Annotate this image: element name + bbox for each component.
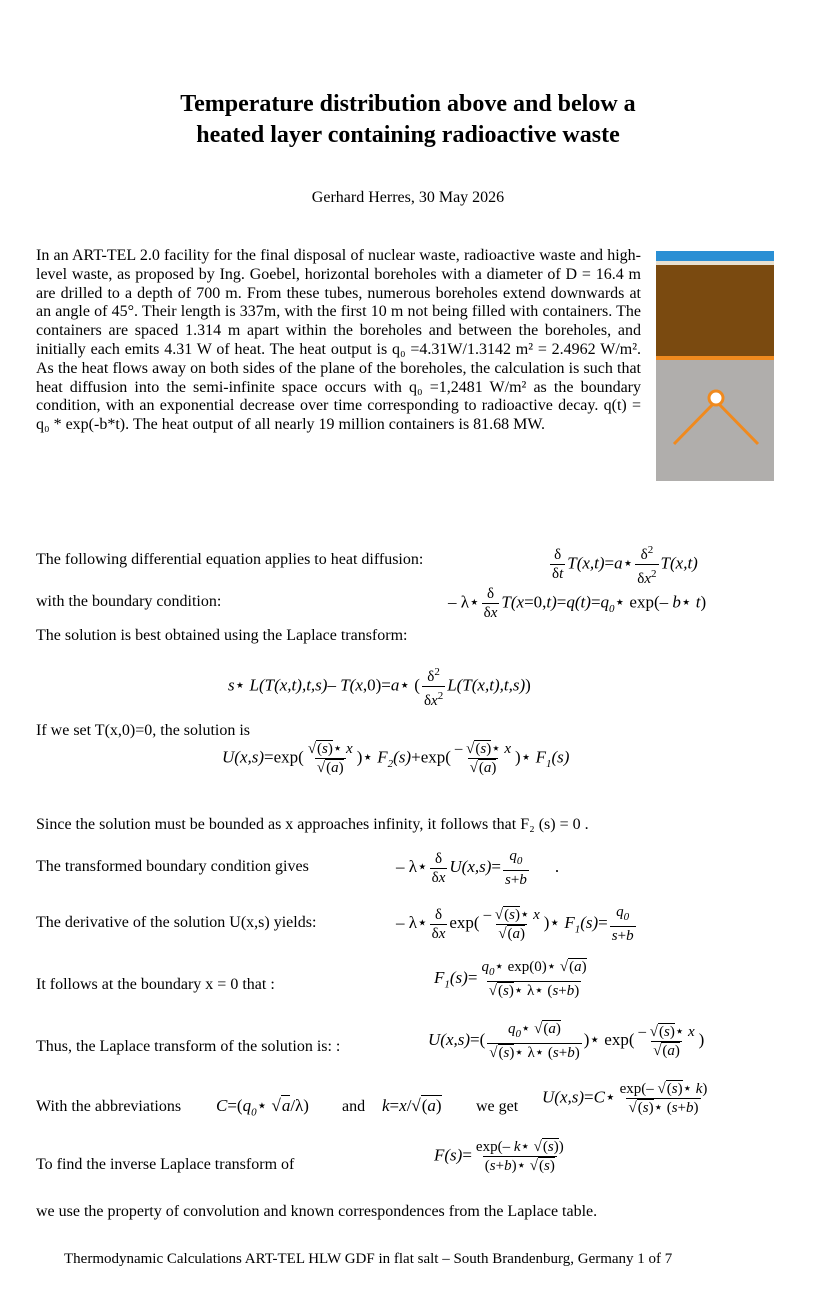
intro-paragraph: In an ART-TEL 2.0 facility for the final disposal of nuclear waste, radioactive waste and high-level waste, as proposed by Ing. Goebel, horizontal boreholes with a diameter of D = 16.4 m are drilled to a depth of 700 m. From these tubes, numerous boreholes extend downwards at an angle of 45°. Their length is 337m, with the first 10 m not being filled with containers. The containers are spaced 1.314 m apart within the boreholes and between the boreholes, and initially each emits 4.31 W of heat. The heat output is q₀ =4.31W/1.3142 m² = 2.4962 W/m². As the heat flows away on both sides of the plane of the boreholes, the calculation is such that heat diffusion into the semi-infinite space occurs with q₀ =1,2481 W/m² as the boundary condition, with an exponential decrease over time corresponding to radioactive decay. q(t) = q₀ * exp(-b*t). The heat output of all nearly 19 million containers is 81.68 MW.: [36, 247, 641, 434]
title-line-1: Temperature distribution above and below a: [180, 91, 636, 117]
equation-C: $C=(q_0⋆$ √a/λ): [216, 1096, 309, 1119]
equation-laplace-solution: U(x,s)=( $\frac{q_0⋆ √(a)}{√(s)⋆ \lambda⋆ (s+b)}$ )⋆ exp( $\frac{- √(s)⋆ x}{√(a)}$ ): [428, 1021, 705, 1061]
text-boundary-condition: with the boundary condition:: [36, 593, 222, 610]
text-solution-intro: If we set T(x,0)=0, the solution is: [36, 722, 251, 739]
horizontal-tube: [709, 391, 723, 405]
equation-laplace-transform: s⋆ L(T(x,t),t,s)– T(x,0)=a⋆ ( $\frac{\delta^2}{\delta x^2}$ L(T(x,t),t,s)): [228, 666, 531, 709]
text-derivative: The derivative of the solution U(x,s) yields:: [36, 914, 317, 931]
text-abbreviations: With the abbreviations: [36, 1098, 182, 1115]
text-inverse-laplace: To find the inverse Laplace transform of: [36, 1156, 295, 1173]
equation-boundary-condition: – λ⋆ $\frac{\delta}{\delta x}$ $T(x=0,t)=q(t)=q_0⋆$ exp(– b⋆ t): [448, 586, 707, 621]
document-title: [0, 89, 816, 151]
text-we-get: we get: [476, 1098, 519, 1115]
title-line-2: heated layer containing radioactive waste: [196, 122, 620, 148]
equation-F1: $F_1(s)=$ $\frac{q_0⋆ \exp(0)⋆ √(a)}{√(s)⋆ \lambda⋆ (s+b)}$: [434, 959, 587, 999]
equation-general-solution: U(x,s)=exp( $\frac{√(s)⋆ x}{√(a)}$ )⋆ $F_2(s)+\exp$( $\frac{- √(s)⋆ x}{√(a)}$ )⋆ $F_1(s)$: [222, 741, 570, 776]
surface-strip: [656, 261, 774, 265]
text-laplace-intro: The solution is best obtained using the Laplace transform:: [36, 627, 408, 644]
equation-derivative: – λ⋆ $\frac{\delta}{\delta x}$ exp( $\frac{- √(s)⋆ x}{√(a)}$ )⋆ $F_1(s)=$ $\frac{q_0}{s+b}$: [396, 904, 634, 944]
text-boundary-x0: It follows at the boundary x = 0 that :: [36, 976, 275, 993]
text-transformed-bc: The transformed boundary condition gives: [36, 858, 309, 875]
sky-layer: [656, 251, 774, 261]
page-footer: Thermodynamic Calculations ART-TEL HLW GDF in flat salt – South Brandenburg, Germany 1 of 7: [64, 1251, 673, 1267]
salt-layer: [656, 360, 774, 481]
text-convolution: we use the property of convolution and known correspondences from the Laplace table.: [36, 1203, 598, 1220]
orange-band: [656, 356, 774, 360]
text-diffusion-equation: The following differential equation applies to heat diffusion:: [36, 551, 424, 568]
equation-F-of-s: F(s)= $\frac{\exp(- k⋆ √(s))}{(s+b)⋆ √(s)}$: [434, 1139, 564, 1174]
text-bounded-solution: Since the solution must be bounded as x approaches infinity, it follows that F₂ (s) = 0 .: [36, 816, 589, 833]
equation-heat-diffusion: $\frac{\delta}{\delta t}$ T(x,t)=a⋆ $\frac{\delta^2}{\delta x^2}$ T(x,t): [552, 544, 698, 587]
equation-k: k=x/√(a): [382, 1096, 442, 1115]
author-date: Gerhard Herres, 30 May 2026: [311, 189, 505, 206]
equation-transformed-bc: – λ⋆ $\frac{\delta}{\delta x}$ U(x,s)= $\frac{q_0}{s+b}$ .: [396, 848, 560, 888]
text-laplace-solution: Thus, the Laplace transform of the solution is: :: [36, 1038, 341, 1055]
borehole-illustration: [656, 251, 774, 481]
equation-U-abbreviated: U(x,s)=C⋆ $\frac{\exp(- √(s)⋆ k)}{√(s)⋆ (s+b)}$: [542, 1081, 708, 1116]
soil-layer: [656, 265, 774, 356]
text-and: and: [342, 1098, 366, 1115]
